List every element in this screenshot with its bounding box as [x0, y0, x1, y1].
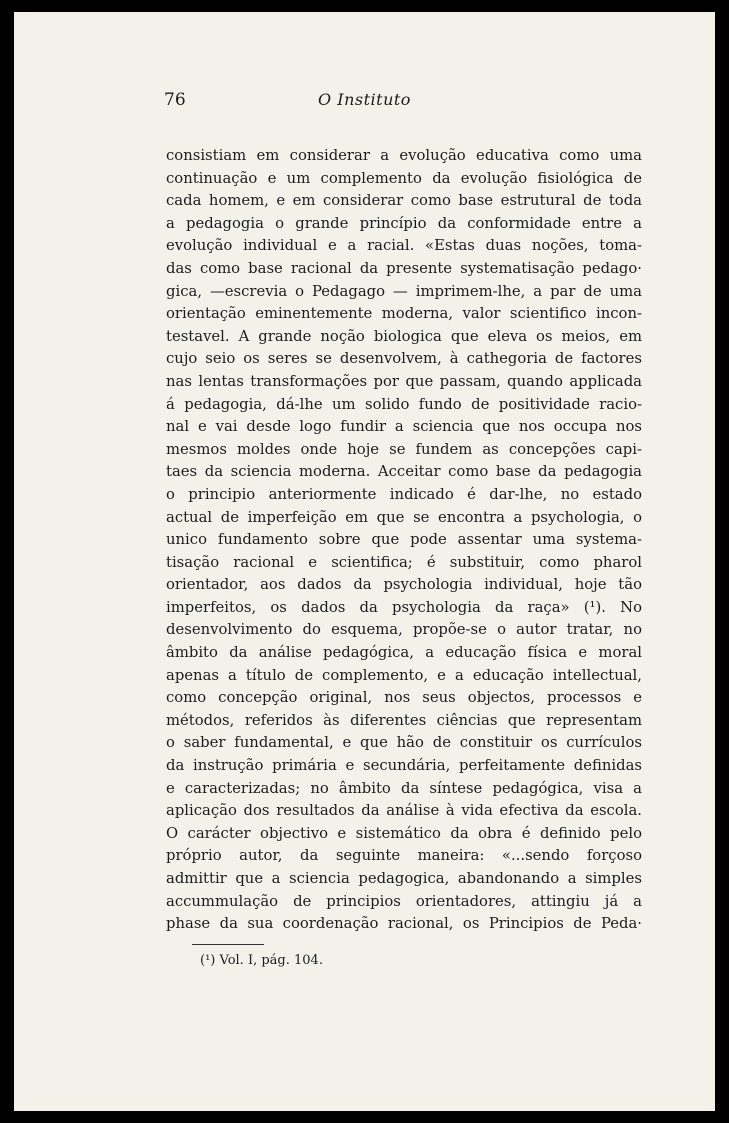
text-line: unico fundamento sobre que pode assentar uma systema-: [166, 531, 642, 549]
text-line: apenas a título de complemento, e a educação intellectual,: [166, 666, 642, 684]
page-header: [14, 90, 715, 116]
text-line: nas lentas transformações por que passam, quando applicada: [166, 372, 642, 390]
text-line: mesmos moldes onde hoje se fundem as concepções capi-: [166, 440, 642, 458]
text-line: imperfeitos, os dados da psychologia da raça» (¹). No: [166, 598, 642, 616]
text-line: evolução individual e a racial. «Estas duas noções, toma-: [166, 237, 642, 255]
text-line: tisação racional e scientifica; é substituir, como pharol: [166, 553, 642, 571]
text-line: taes da sciencia moderna. Acceitar como base da pedagogia: [166, 463, 642, 481]
text-line: nal e vai desde logo fundir a sciencia que nos occupa nos: [166, 418, 642, 436]
text-line: O carácter objectivo e sistemático da obra é definido pelo: [166, 824, 642, 842]
text-line: accummulação de principios orientadores, attingiu já a: [166, 892, 642, 910]
page-number: 76: [164, 90, 186, 110]
text-line: próprio autor, da seguinte maneira: «...sendo forçoso: [166, 847, 642, 865]
text-line: da instrução primária e secundária, perfeitamente definidas: [166, 757, 642, 775]
book-page: [14, 12, 715, 1111]
text-line: e caracterizadas; no âmbito da síntese pedagógica, visa a: [166, 779, 642, 797]
text-line: desenvolvimento do esquema, propõe-se o autor tratar, no: [166, 621, 642, 639]
footnote-divider: [192, 944, 264, 945]
text-line: a pedagogia o grande princípio da conformidade entre a: [166, 214, 642, 232]
text-line: admittir que a sciencia pedagogica, abandonando a simples: [166, 870, 642, 887]
text-line: orientação eminentemente moderna, valor scientifico incon-: [166, 305, 642, 323]
text-line: aplicação dos resultados da análise à vida efectiva da escola.: [166, 802, 642, 820]
footnote: [200, 952, 323, 970]
text-line: o saber fundamental, e que hão de constituir os currículos: [166, 734, 642, 752]
text-line: o principio anteriormente indicado é dar-lhe, no estado: [166, 485, 642, 503]
text-line: cada homem, e em considerar como base estrutural de toda: [166, 192, 642, 210]
footnote-marker: (¹): [200, 953, 216, 968]
body-text: [166, 145, 642, 936]
text-line: continuação e um complemento da evolução fisiológica de: [166, 169, 642, 187]
text-line: como concepção original, nos seus objectos, processos e: [166, 689, 642, 707]
text-line: á pedagogia, dá-lhe um solido fundo de positividade racio-: [166, 395, 642, 413]
text-line: gica, —escrevia o Pedagago — imprimem-lhe, a par de uma: [166, 282, 642, 300]
text-line: actual de imperfeição em que se encontra a psychologia, o: [166, 508, 642, 526]
text-line: âmbito da análise pedagógica, a educação física e moral: [166, 644, 642, 662]
text-line: testavel. A grande noção biologica que eleva os meios, em: [166, 327, 642, 345]
text-line: cujo seio os seres se desenvolvem, à cathegoria de factores: [166, 350, 642, 368]
text-line: das como base racional da presente systematisação pedago·: [166, 259, 642, 277]
text-line: consistiam em considerar a evolução educativa como uma: [166, 147, 642, 164]
running-title: O Instituto: [318, 90, 411, 109]
text-line: métodos, referidos às diferentes ciências que representam: [166, 711, 642, 729]
footnote-text: Vol. I, pág. 104.: [219, 953, 323, 968]
text-line: phase da sua coordenação racional, os Principios de Peda·: [166, 915, 642, 933]
text-line: orientador, aos dados da psychologia individual, hoje tão: [166, 576, 642, 594]
